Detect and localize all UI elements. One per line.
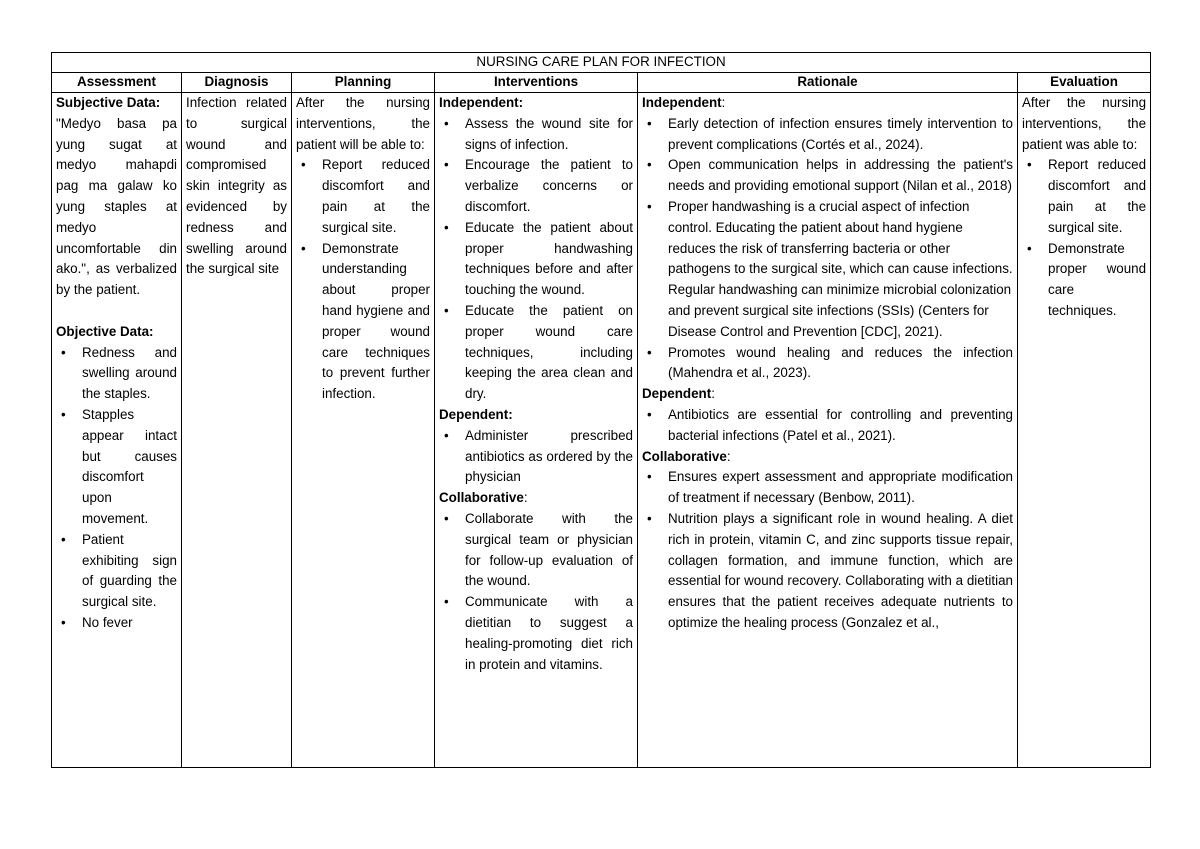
list-item: • Nutrition plays a significant role in wound healing. A diet rich in protein, vitamin C, and zinc supports tissue repair, collagen formation, and immune function, which are essential for wound recovery. Collaborating with a dietitian ensures that the patient receives adequate nutrients to optimize the healing process (Gonzalez et al., bbox=[668, 509, 1013, 634]
list-item: • Redness and swelling around the staples. bbox=[82, 343, 177, 405]
list-item: • Collaborate with the surgical team or physician for follow-up evaluation of the wound. bbox=[465, 509, 633, 592]
rationale-dependent-heading: Dependent bbox=[642, 386, 712, 402]
header-assessment: Assessment bbox=[52, 73, 182, 93]
interventions-cell bbox=[435, 93, 638, 768]
list-item: • Ensures expert assessment and appropriate modification of treatment if necessary (Benbow, 2011). bbox=[668, 467, 1013, 509]
interventions-dependent-heading: Dependent: bbox=[439, 406, 513, 422]
objective-heading: Objective Data: bbox=[56, 323, 154, 339]
interventions-independent-list bbox=[439, 114, 633, 405]
interventions-independent-heading: Independent: bbox=[439, 95, 524, 110]
list-item: • Assess the wound site for signs of infection. bbox=[465, 114, 633, 156]
list-item: • Patient exhibiting sign of guarding the surgical site. bbox=[82, 530, 177, 613]
interventions-collaborative-heading: Collaborative bbox=[439, 490, 524, 506]
rationale-independent-heading-line: Independent: bbox=[642, 95, 726, 110]
list-item: • Report reduced discomfort and pain at the surgical site. bbox=[1048, 155, 1146, 238]
list-item: • Educate the patient about proper handwashing techniques before and after touching the wound. bbox=[465, 218, 633, 301]
content-row bbox=[52, 93, 1151, 768]
list-item: • Open communication helps in addressing the patient's needs and providing emotional support (Nilan et al., 2018) bbox=[668, 155, 1013, 197]
interventions-collaborative-heading-line: Collaborative: bbox=[439, 490, 528, 506]
rationale-collaborative-heading: Collaborative bbox=[642, 448, 727, 464]
spacer bbox=[56, 301, 177, 322]
rationale-cell bbox=[638, 93, 1018, 768]
objective-list bbox=[56, 343, 177, 634]
interventions-collaborative-list bbox=[439, 509, 633, 675]
assessment-cell bbox=[52, 93, 182, 768]
table-title: NURSING CARE PLAN FOR INFECTION bbox=[52, 53, 1151, 73]
planning-list bbox=[296, 155, 430, 405]
diagnosis-text: Infection related to surgical wound and compromised skin integrity as evidenced by redness and swelling around the surgical site bbox=[186, 95, 287, 277]
rationale-collaborative-heading-line: Collaborative: bbox=[642, 448, 731, 464]
diagnosis-cell bbox=[182, 93, 292, 768]
rationale-collaborative-list bbox=[642, 467, 1013, 633]
list-item: • Communicate with a dietitian to suggest a healing-promoting diet rich in protein and vitamins. bbox=[465, 592, 633, 675]
list-item: • Demonstrate understanding about proper hand hygiene and proper wound care techniques to prevent further infection. bbox=[322, 239, 430, 405]
list-item: • Early detection of infection ensures timely intervention to prevent complications (Cortés et al., 2024). bbox=[668, 114, 1013, 156]
list-item: • Report reduced discomfort and pain at the surgical site. bbox=[322, 155, 430, 238]
list-item: • Educate the patient on proper wound care techniques, including keeping the area clean and dry. bbox=[465, 301, 633, 405]
header-interventions: Interventions bbox=[435, 73, 638, 93]
planning-intro: After the nursing interventions, the patient will be able to: bbox=[296, 95, 430, 152]
header-evaluation: Evaluation bbox=[1018, 73, 1151, 93]
rationale-dependent-list bbox=[642, 405, 1013, 447]
evaluation-list bbox=[1022, 155, 1146, 321]
subjective-text: "Medyo basa pa yung sugat at medyo mahapdi pag ma galaw ko yung staples at medyo uncomfortable din ako.", as verbalized by the patient. bbox=[56, 115, 177, 298]
planning-cell bbox=[292, 93, 435, 768]
list-item: • Promotes wound healing and reduces the infection (Mahendra et al., 2023). bbox=[668, 343, 1013, 385]
list-item: • Stapples appear intact but causes discomfort upon movement. bbox=[82, 405, 177, 530]
evaluation-cell bbox=[1018, 93, 1151, 768]
nursing-care-plan-table bbox=[51, 52, 1151, 768]
evaluation-intro: After the nursing interventions, the patient was able to: bbox=[1022, 95, 1147, 152]
list-item: • No fever bbox=[82, 613, 177, 634]
list-item: • Encourage the patient to verbalize concerns or discomfort. bbox=[465, 155, 633, 217]
rationale-independent-list bbox=[642, 114, 1013, 384]
rationale-dependent-heading-line: Dependent: bbox=[642, 386, 715, 402]
list-item: • Antibiotics are essential for controlling and preventing bacterial infections (Patel et al., 2021). bbox=[668, 405, 1013, 447]
header-diagnosis: Diagnosis bbox=[182, 73, 292, 93]
title-row bbox=[52, 53, 1151, 73]
header-planning: Planning bbox=[292, 73, 435, 93]
list-item: • Administer prescribed antibiotics as ordered by the physician bbox=[465, 426, 633, 488]
header-row bbox=[52, 73, 1151, 93]
rationale-independent-heading: Independent bbox=[642, 95, 722, 110]
subjective-heading: Subjective Data: bbox=[56, 95, 161, 110]
list-item: • Proper handwashing is a crucial aspect of infection control. Educating the patient about hand hygiene reduces the risk of transferring bacteria or other pathogens to the surgical site, which can cause infections. Regular handwashing can minimize microbial colonization and prevent surgical site infections (SSIs) (Centers for Disease Control and Prevention [CDC], 2021). bbox=[668, 197, 1013, 343]
list-item: • Demonstrate proper wound care techniques. bbox=[1048, 239, 1146, 322]
header-rationale: Rationale bbox=[638, 73, 1018, 93]
interventions-dependent-list bbox=[439, 426, 633, 488]
